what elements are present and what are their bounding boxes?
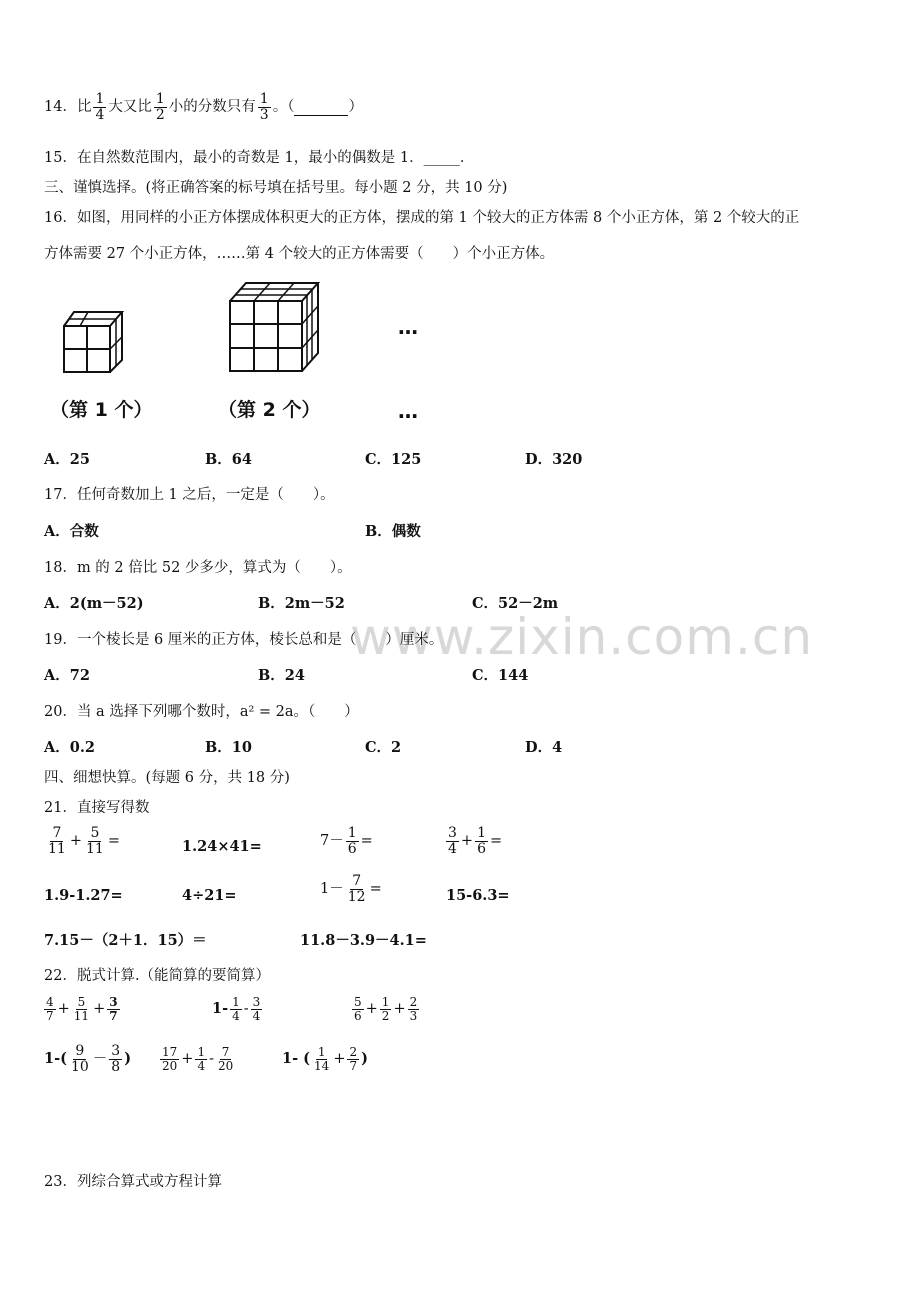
question-15: 15．在自然数范围内，最小的奇数是 1，最小的偶数是 1．_____． <box>44 150 475 166</box>
question-22: 22．脱式计算.（能简算的要简算） <box>44 968 271 984</box>
q20-option-b[interactable]: B．10 <box>205 739 252 756</box>
q22-item-a: $\frac{4}{7}$ + $\frac{5}{11}$ + $\frac{3}{7}$ <box>46 995 118 1023</box>
q21-item-b: 1.24×41= <box>182 838 262 855</box>
watermark: www.zixin.com.cn <box>350 608 814 666</box>
q21-item-f: 4÷21= <box>182 887 237 904</box>
q22-item-e: $\frac{17}{20}$ + $\frac{1}{4}$ - $\frac{7}{20}$ <box>162 1045 234 1073</box>
q20-option-d[interactable]: D．4 <box>525 739 563 756</box>
q21-item-g: 1－ $\frac{7}{12}$ = <box>320 873 382 905</box>
answer-blank[interactable] <box>294 99 348 116</box>
section-3-heading: 三、谨慎选择。(将正确答案的标号填在括号里。每小题 2 分，共 10 分) <box>44 180 508 196</box>
q19-option-a[interactable]: A．72 <box>44 667 90 684</box>
q21-item-j: 11.8－3.9－4.1= <box>300 932 427 949</box>
q16-option-c[interactable]: C．125 <box>365 451 422 468</box>
q18-option-a[interactable]: A．2(m－52) <box>44 595 144 612</box>
q21-item-e: 1.9-1.27= <box>44 887 123 904</box>
q18-option-c[interactable]: C．52－2m <box>472 595 559 612</box>
ellipsis-bottom: … <box>398 399 418 423</box>
section-4-heading: 四、细想快算。(每题 6 分，共 18 分) <box>44 770 290 786</box>
q21-item-i: 7.15－（2＋1．15）＝ <box>44 932 207 949</box>
q21-item-d: $\frac{3}{4}$ + $\frac{1}{6}$ = <box>448 825 503 857</box>
ellipsis-top: … <box>398 315 418 339</box>
q20-option-a[interactable]: A．0.2 <box>44 739 95 756</box>
question-14: 14．比 $\frac{1}{4}$ 大又比 $\frac{1}{2}$ 小的分数只有 $\frac{1}{3}$ 。（ ） <box>44 91 363 123</box>
q19-option-b[interactable]: B．24 <box>258 667 305 684</box>
q21-item-a: $\frac{7}{11}$ + $\frac{5}{11}$ = <box>48 825 120 857</box>
question-18: 18．m 的 2 倍比 52 少多少，算式为（ ）。 <box>44 560 352 576</box>
question-23: 23．列综合算式或方程计算 <box>44 1174 222 1190</box>
q22-item-b: 1- $\frac{1}{4}$ - $\frac{3}{4}$ <box>212 995 261 1023</box>
cube-2x2x2 <box>64 312 122 372</box>
cube-figure <box>40 276 460 436</box>
q21-item-h: 15-6.3= <box>446 887 510 904</box>
q16-option-b[interactable]: B．64 <box>205 451 252 468</box>
question-17: 17．任何奇数加上 1 之后，一定是（ ）。 <box>44 487 335 503</box>
q18-option-b[interactable]: B．2m－52 <box>258 595 345 612</box>
caption-cube-1: （第 1 个） <box>50 399 153 421</box>
q19-option-c[interactable]: C．144 <box>472 667 529 684</box>
question-20: 20．当 a 选择下列哪个数时，a² = 2a。（ ） <box>44 704 359 720</box>
q22-item-c: $\frac{5}{6}$ + $\frac{1}{2}$ + $\frac{2}{3}$ <box>354 995 418 1023</box>
q20-option-c[interactable]: C．2 <box>365 739 402 756</box>
caption-cube-2: （第 2 个） <box>218 399 321 421</box>
question-21: 21．直接写得数 <box>44 800 150 816</box>
q16-option-d[interactable]: D．320 <box>525 451 583 468</box>
q16-option-a[interactable]: A．25 <box>44 451 90 468</box>
question-16-line-2: 方体需要 27 个小正方体，……第 4 个较大的正方体需要（ ）个小正方体。 <box>44 246 555 262</box>
cube-3x3x3 <box>230 283 318 371</box>
q17-option-a[interactable]: A．合数 <box>44 523 99 540</box>
q22-item-d: 1-( $\frac{9}{10}$ － $\frac{3}{8}$ ) <box>44 1043 132 1075</box>
q22-item-f: 1- ( $\frac{1}{14}$ + $\frac{2}{7}$ ) <box>282 1045 368 1073</box>
q21-item-c: 7－ $\frac{1}{6}$ = <box>320 825 373 857</box>
q17-option-b[interactable]: B．偶数 <box>365 523 421 540</box>
question-19: 19．一个棱长是 6 厘米的正方体，棱长总和是（ ）厘米。 <box>44 632 444 648</box>
question-16-line-1: 16．如图，用同样的小正方体摆成体积更大的正方体，摆成的第 1 个较大的正方体需 8 个小正方体，第 2 个较大的正 <box>44 210 800 226</box>
